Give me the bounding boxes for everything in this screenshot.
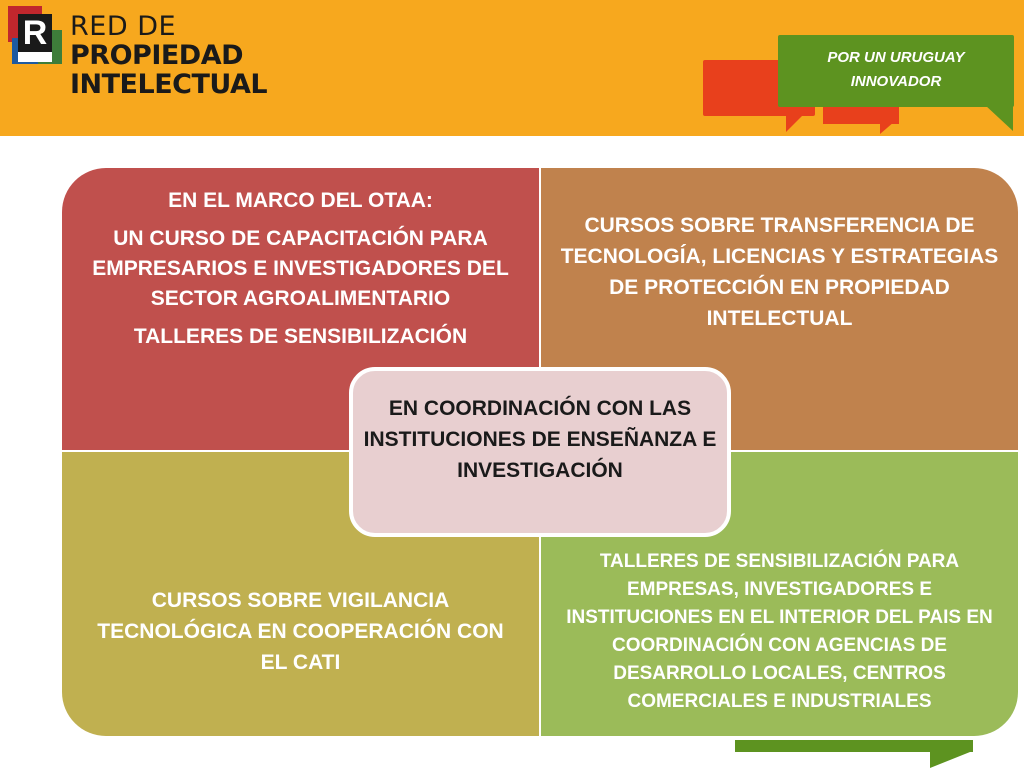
- logo-line-2: PROPIEDAD: [70, 40, 244, 71]
- center-box: [349, 367, 731, 537]
- logo-line-1: RED DE: [70, 11, 177, 42]
- logo-letter: R: [18, 14, 52, 52]
- quadrant-bottom-left-text: CURSOS SOBRE VIGILANCIA TECNOLÓGICA EN COOPERACIÓN CON EL CATI: [97, 589, 504, 674]
- speech-bubble-red-tail: [786, 114, 804, 132]
- quadrant-bottom-right-text: TALLERES DE SENSIBILIZACIÓN PARA EMPRESAS, INVESTIGADORES E INSTITUCIONES EN EL INTERIOR DEL PAIS EN COORDINACIÓN CON AGENCIAS DE DESARROLLO LOCALES, CENTROS COMERCIALES E INDUSTRIALES: [566, 551, 993, 712]
- header-banner: [0, 0, 1024, 136]
- quadrant-top-left-body: UN CURSO DE CAPACITACIÓN PARA EMPRESARIOS E INVESTIGADORES DEL SECTOR AGROALIMENTARIO: [92, 227, 509, 310]
- tagline-bubble-tail: [985, 105, 1013, 131]
- logo-mark: [8, 6, 64, 66]
- quadrant-top-left-footer: TALLERES DE SENSIBILIZACIÓN: [133, 325, 468, 348]
- logo-text: [70, 12, 267, 99]
- footer-accent-tail: [930, 752, 970, 768]
- tagline-line-2: INNOVADOR: [850, 73, 942, 90]
- logo-white-strip: [18, 52, 52, 62]
- speech-bubble-orange-tail: [880, 122, 894, 134]
- quadrant-top-left-heading: EN EL MARCO DEL OTAA:: [168, 189, 433, 212]
- tagline-line-1: POR UN URUGUAY: [827, 49, 965, 66]
- logo-line-3: INTELECTUAL: [70, 69, 268, 100]
- footer-accent-bar: [735, 740, 973, 752]
- center-box-text: EN COORDINACIÓN CON LAS INSTITUCIONES DE ENSEÑANZA E INVESTIGACIÓN: [363, 397, 717, 482]
- tagline-bubble: [778, 35, 1014, 107]
- quadrant-top-right-text: CURSOS SOBRE TRANSFERENCIA DE TECNOLOGÍA, LICENCIAS Y ESTRATEGIAS DE PROTECCIÓN EN PROPIEDAD INTELECTUAL: [560, 214, 999, 330]
